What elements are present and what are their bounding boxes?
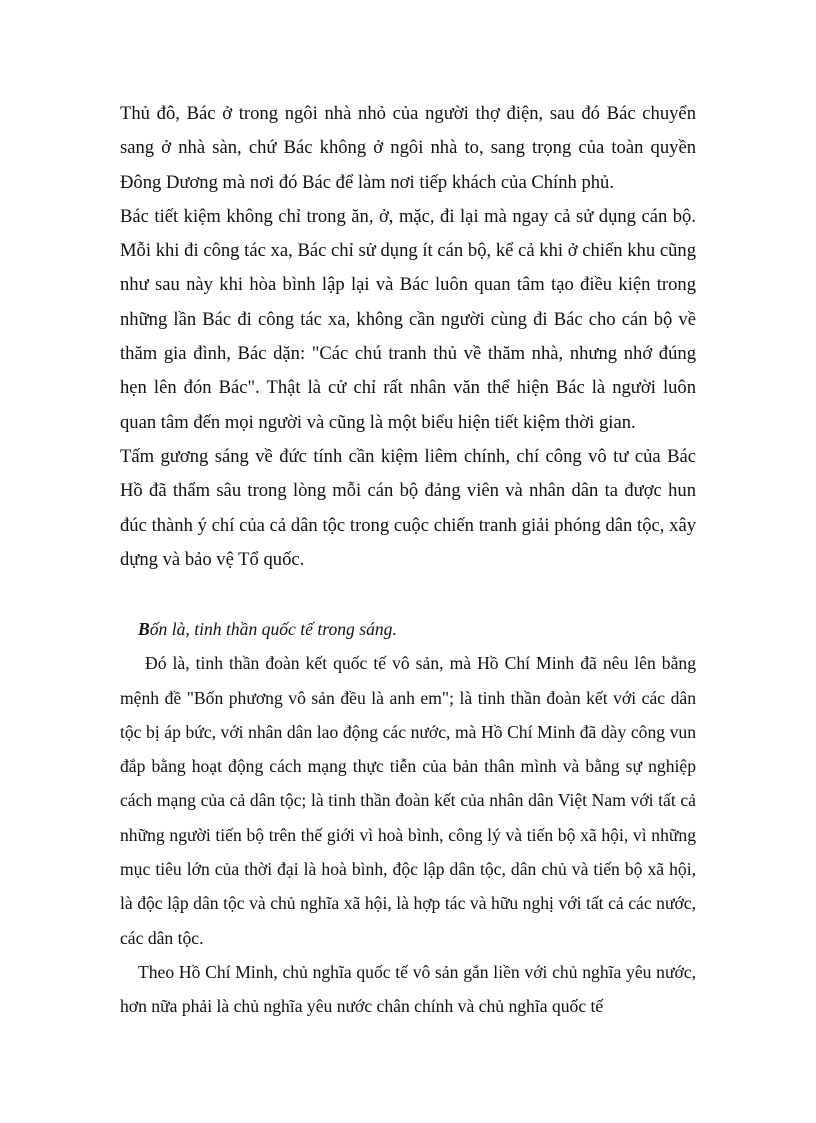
body-text-bottom bbox=[120, 612, 696, 1024]
body-text-top bbox=[120, 97, 696, 577]
paragraph-residence: Thủ đô, Bác ở trong ngôi nhà nhỏ của người thợ điện, sau đó Bác chuyển sang ở nhà sàn, chứ Bác không ở ngôi nhà to, sang trọng của toàn quyền Đông Dương mà nơi đó Bác để làm nơi tiếp khách của Chính phủ. bbox=[120, 103, 696, 193]
section-heading-initial: B bbox=[138, 619, 150, 639]
paragraph-example: Tấm gương sáng về đức tính cần kiệm liêm chính, chí công vô tư của Bác Hồ đã thẩm sâu trong lòng mỗi cán bộ đảng viên và nhân dân ta được hun đúc thành ý chí của cả dân tộc trong cuộc chiến tranh giải phóng dân tộc, xây dựng và bảo vệ Tổ quốc. bbox=[120, 445, 696, 570]
section-heading bbox=[120, 612, 696, 646]
paragraph-internationalism: Đó là, tinh thần đoàn kết quốc tế vô sản, mà Hồ Chí Minh đã nêu lên bằng mệnh đề "Bốn phương vô sản đều là anh em"; là tinh thần đoàn kết với các dân tộc bị áp bức, với nhân dân lao động các nước, mà Hồ Chí Minh đã dày công vun đắp bằng hoạt động cách mạng thực tiễn của bản thân mình và bằng sự nghiệp cách mạng của cả dân tộc; là tinh thần đoàn kết của nhân dân Việt Nam với tất cả những người tiến bộ trên thế giới vì hoà bình, công lý và tiến bộ xã hội, vì những mục tiêu lớn của thời đại là hoà bình, độc lập dân tộc, dân chủ và tiến bộ xã hội, là độc lập dân tộc và chủ nghĩa xã hội, là hợp tác và hữu nghị với tất cả các nước, các dân tộc. bbox=[120, 653, 696, 948]
section-heading-text: ốn là, tinh thần quốc tế trong sáng. bbox=[149, 619, 397, 639]
paragraph-patriotism: Theo Hồ Chí Minh, chủ nghĩa quốc tế vô sản gắn liền với chủ nghĩa yêu nước, hơn nữa phải là chủ nghĩa yêu nước chân chính và chủ nghĩa quốc tế bbox=[120, 961, 696, 1017]
paragraph-saving-staff: Bác tiết kiệm không chỉ trong ăn, ở, mặc, đi lại mà ngay cả sử dụng cán bộ. Mỗi khi đi công tác xa, Bác chỉ sử dụng ít cán bộ, kể cả khi ở chiến khu cũng như sau này khi hòa bình lập lại và Bác luôn quan tâm tạo điều kiện trong những lần Bác đi công tác xa, không cần người cùng đi Bác cho cán bộ về thăm gia đình, Bác dặn: "Các chú tranh thủ về thăm nhà, nhưng nhớ đúng hẹn lên đón Bác". Thật là cử chỉ rất nhân văn thể hiện Bác là người luôn quan tâm đến mọi người và cũng là một biểu hiện tiết kiệm thời gian. bbox=[120, 205, 696, 433]
